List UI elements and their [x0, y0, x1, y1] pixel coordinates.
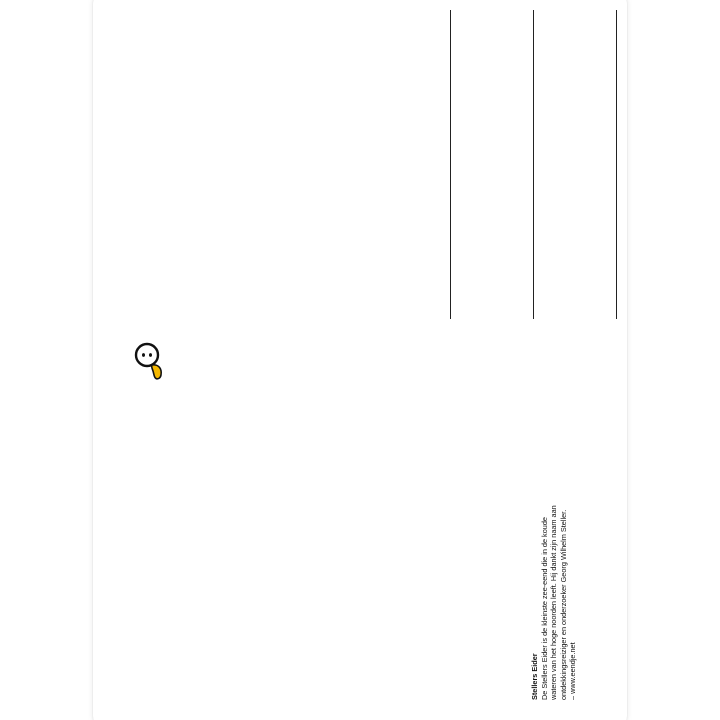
- caption-line: ontdekkingsreiziger en onderzoeker Georg Wilhelm Steller.: [558, 509, 568, 700]
- caption-area: [530, 458, 582, 700]
- caption-title: Stellers Eider: [530, 653, 539, 700]
- card-caption: [530, 458, 582, 700]
- duck-head-icon: [131, 340, 167, 384]
- caption-line: De Stellers Eider is de kleinste zee-eend die in de koude: [539, 517, 549, 700]
- caption-line: wateren van het hoge noorden leeft. Hij dankt zijn naam aan: [549, 505, 559, 700]
- address-line-3: [616, 10, 617, 319]
- address-line-1: [450, 10, 451, 319]
- address-line-2: [533, 10, 534, 319]
- caption-link: – www.eendje.net: [568, 642, 578, 700]
